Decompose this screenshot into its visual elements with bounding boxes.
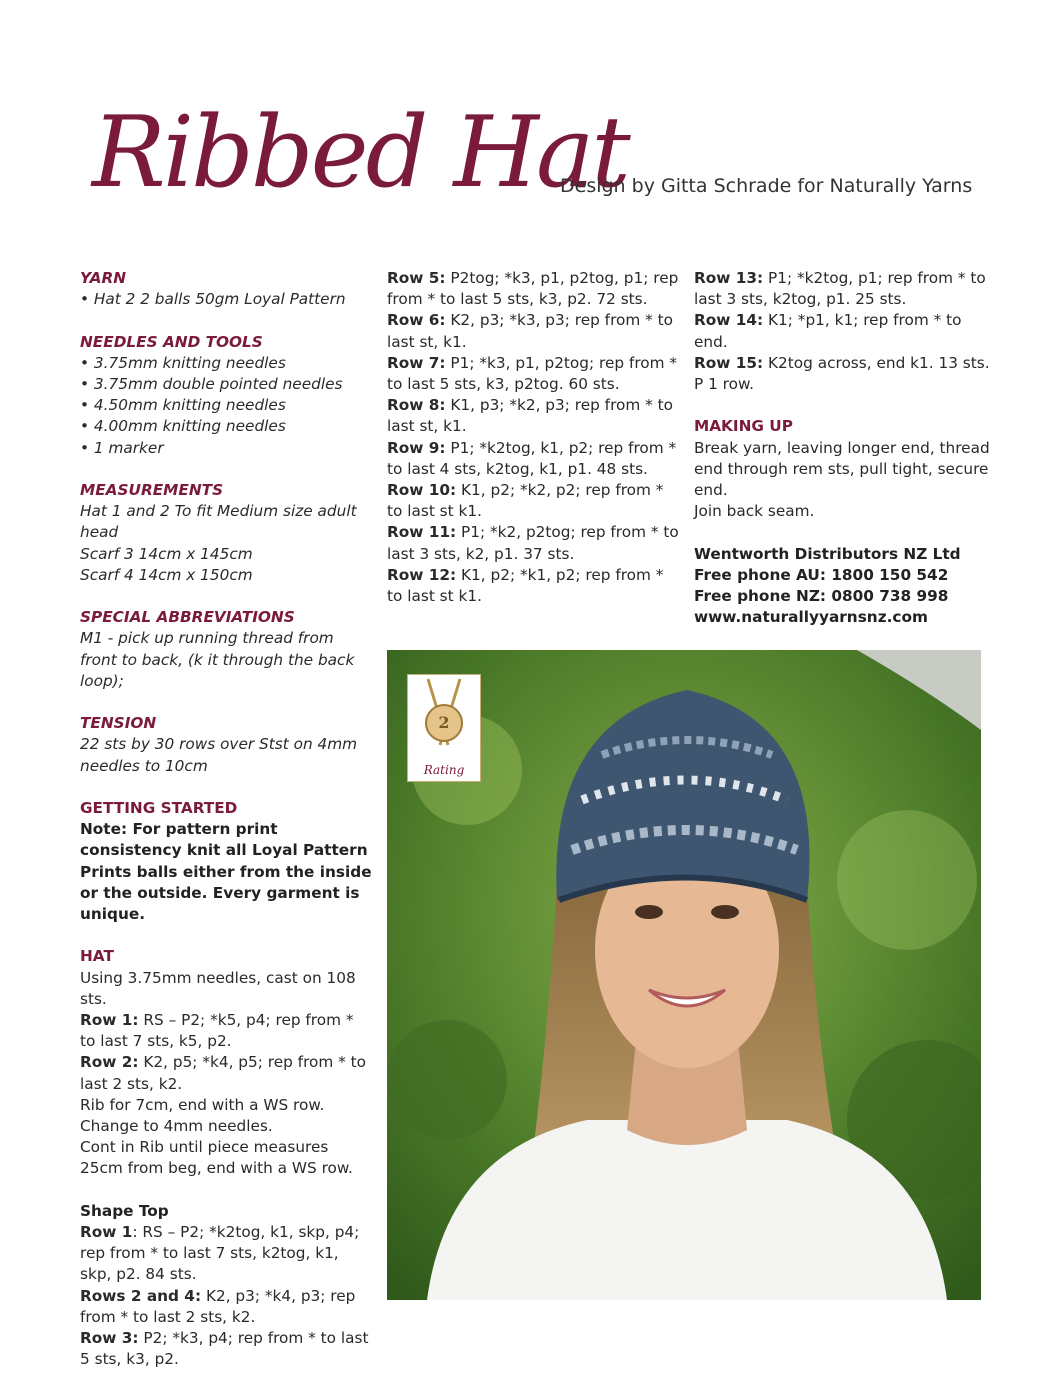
row-label: Row 6: (387, 311, 446, 330)
shape-row (387, 522, 683, 564)
row-label: Row 10: (387, 481, 457, 500)
needles-heading: NEEDLES AND TOOLS (80, 332, 263, 351)
row-label: Row 12: (387, 565, 457, 584)
shape-row (694, 353, 994, 374)
pattern-title: Ribbed Hat (92, 96, 628, 210)
needles-item: • 3.75mm knitting needles (80, 353, 286, 372)
measurements-heading: MEASUREMENTS (80, 481, 224, 499)
shape-row (387, 268, 683, 310)
row-text: K2tog across, end k1. 13 sts. (763, 353, 990, 372)
row-text: RS – P2; *k5, p4; rep from * to last 7 sts, k5, p2. (80, 1011, 354, 1051)
phone-au: Free phone AU: 1800 150 542 (694, 565, 949, 584)
column-left (80, 268, 372, 1370)
column-middle (387, 268, 683, 607)
hat-intro: Using 3.75mm needles, cast on 108 sts. (80, 968, 356, 1008)
row-label: Row 1: (80, 1011, 139, 1030)
hat-rib: Rib for 7cm, end with a WS row. (80, 1095, 325, 1114)
making-up-text: Break yarn, leaving longer end, thread end through rem sts, pull tight, secure end. (694, 438, 990, 500)
rating-badge (407, 674, 481, 782)
shape-row (387, 395, 683, 437)
row-text: K1, p3; *k2, p3; rep from * to last st, k1. (387, 396, 674, 436)
row-text: P1; *k3, p1, p2tog; rep from * to last 5 sts, k3, p2tog. 60 sts. (387, 353, 678, 394)
measurement-line: Scarf 4 14cm x 150cm (80, 565, 253, 584)
row-text: K2, p5; *k4, p5; rep from * to last 2 sts, k2. (80, 1053, 367, 1093)
column-right (694, 268, 994, 628)
row-label: Row 2: (80, 1053, 139, 1072)
rating-label: Rating (423, 763, 465, 777)
abbreviations-text: M1 - pick up running thread from front to back, (k it through the back loop); (80, 629, 355, 690)
row-text: K1, p2; *k2, p2; rep from * to last st k1. (387, 481, 664, 521)
shape-row (387, 310, 683, 352)
measurement-line: Scarf 3 14cm x 145cm (80, 544, 253, 563)
designer-byline: Design by Gitta Schrade for Naturally Yarns (560, 175, 973, 197)
shape-row (80, 1286, 372, 1328)
company-name: Wentworth Distributors NZ Ltd (694, 544, 961, 563)
row-label: Row 7: (387, 353, 446, 372)
shape-row (387, 480, 683, 522)
row-text: P1; *k2tog, p1; rep from * to last 3 sts, k2tog, p1. 25 sts. (694, 269, 986, 309)
row-label: Row 3: (80, 1329, 139, 1348)
row-text: : RS – P2; *k2tog, k1, skp, p4; rep from * to last 7 sts, k2tog, k1, skp, p2. 84 sts. (80, 1223, 360, 1284)
row-label: Row 5: (387, 269, 446, 287)
shape-row (694, 310, 994, 352)
row-label: Row 15: (694, 353, 764, 372)
row-label: Row 11: (387, 523, 457, 542)
getting-started-heading: GETTING STARTED (80, 799, 238, 817)
tension-heading: TENSION (80, 714, 157, 733)
shape-row (80, 1328, 372, 1370)
row-text: P1; *k2, p2tog; rep from * to last 3 sts, k2, p1. 37 sts. (387, 523, 679, 563)
shape-row (387, 565, 683, 607)
getting-started-note: Note: For pattern print consistency knit all Loyal Pattern Prints balls either from the inside or the outside. Every garment is unique. (80, 820, 372, 924)
needles-item: • 4.50mm knitting needles (80, 396, 286, 415)
rating-value: 2 (438, 713, 450, 732)
shape-row (387, 438, 683, 480)
row-text: K2, p3; *k3, p3; rep from * to last st, k1. (387, 311, 674, 351)
shape-row (387, 353, 683, 395)
hat-heading: HAT (80, 947, 114, 966)
making-up-heading: MAKING UP (694, 417, 793, 436)
needles-item: • 1 marker (80, 438, 164, 457)
website-link[interactable]: www.naturallyyarnsnz.com (694, 608, 928, 627)
row-text: K2, p3; *k4, p3; rep from * to last 2 sts, k2. (80, 1286, 356, 1326)
shape-row (80, 1222, 372, 1286)
needles-item: • 3.75mm double pointed needles (80, 375, 343, 393)
yarn-item: • Hat 2 2 balls 50gm Loyal Pattern (80, 290, 346, 309)
hat-change: Change to 4mm needles. (80, 1117, 273, 1136)
row-label: Row 1 (80, 1223, 133, 1242)
row-label: Row 13: (694, 269, 764, 287)
row-text: K1, p2; *k1, p2; rep from * to last st k1. (387, 565, 664, 606)
hat-cont: Cont in Rib until piece measures 25cm from beg, end with a WS row. (80, 1138, 353, 1178)
needles-item: • 4.00mm knitting needles (80, 417, 286, 436)
measurement-line: Hat 1 and 2 To fit Medium size adult head (80, 502, 357, 542)
shape-last-line: P 1 row. (694, 375, 754, 394)
hat-row-2 (80, 1052, 372, 1094)
row-text: P1; *k2tog, k1, p2; rep from * to last 4 sts, k2tog, k1, p1. 48 sts. (387, 438, 677, 478)
shape-top-heading: Shape Top (80, 1201, 169, 1220)
hat-row-1 (80, 1010, 372, 1052)
row-label: Row 9: (387, 438, 446, 457)
yarn-heading: YARN (80, 269, 127, 287)
making-up-text-2: Join back seam. (694, 502, 815, 521)
tension-text: 22 sts by 30 rows over Stst on 4mm needles to 10cm (80, 735, 358, 775)
row-text: K1; *p1, k1; rep from * to end. (694, 311, 962, 351)
shape-row (694, 268, 994, 310)
row-label: Rows 2 and 4: (80, 1286, 202, 1305)
abbreviations-heading: SPECIAL ABBREVIATIONS (80, 608, 295, 627)
row-text: P2tog; *k3, p1, p2tog, p1; rep from * to last 5 sts, k3, p2. 72 sts. (387, 269, 679, 309)
row-label: Row 8: (387, 396, 446, 415)
phone-nz: Free phone NZ: 0800 738 998 (694, 587, 949, 606)
model-photo (387, 650, 981, 1300)
row-label: Row 14: (694, 311, 764, 330)
row-text: P2; *k3, p4; rep from * to last 5 sts, k3, p2. (80, 1329, 369, 1369)
